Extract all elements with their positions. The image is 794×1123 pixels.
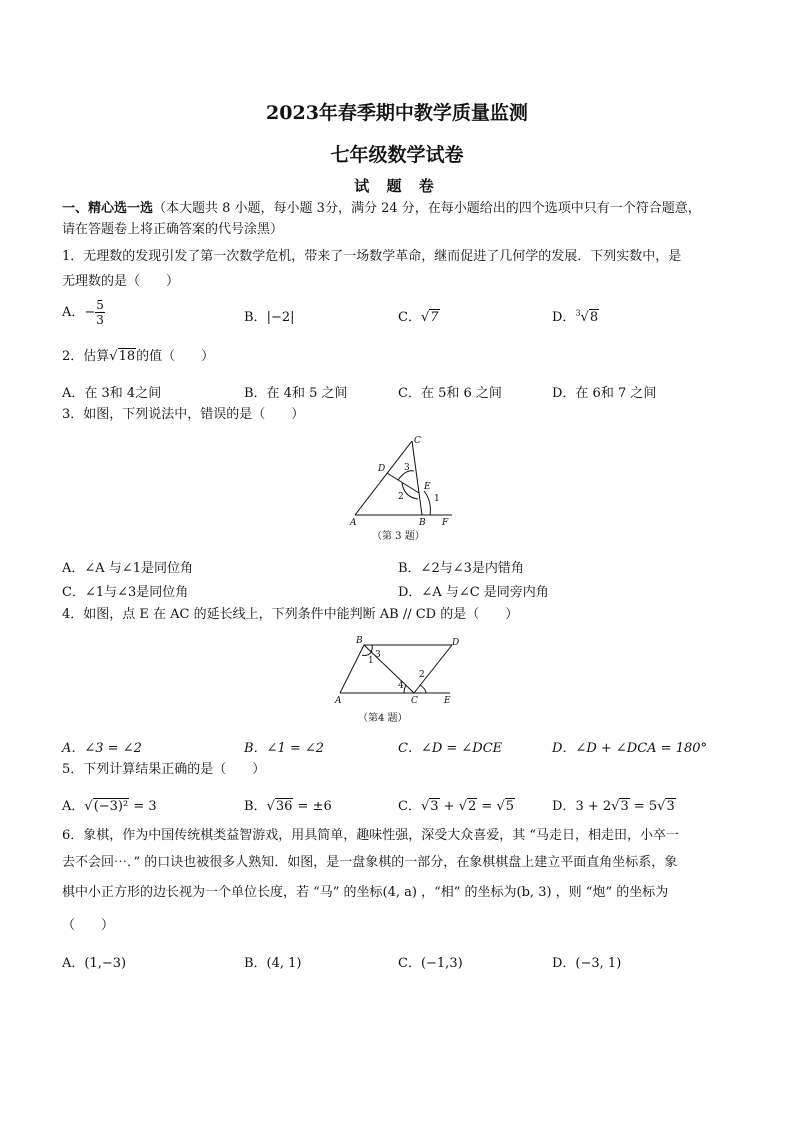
q4-label-c: C <box>411 696 418 706</box>
q1-option-a-sign: − <box>84 305 96 320</box>
q5-option-c-equals: = <box>481 799 493 814</box>
q2-stem-pre: 2．估算 <box>62 349 110 364</box>
q4-line-ab <box>340 645 364 693</box>
q5-option-c-radicand-2: 2 <box>468 799 477 814</box>
q3-label-d: D <box>378 464 386 474</box>
q4-option-c: C．∠D = ∠DCE <box>398 741 503 756</box>
q1-option-b-value: |−2| <box>266 310 295 325</box>
q4-angle4-arc <box>404 685 406 693</box>
q3-line-ac <box>355 441 412 515</box>
q4-caption: （第4 题） <box>358 713 408 724</box>
q2-option-d: D．在 6和 7 之间 <box>552 386 657 401</box>
q1-option-c: C．√7 <box>398 310 439 325</box>
q1-option-d-radicand: 8 <box>589 310 599 325</box>
q3-caption: （第 3 题） <box>372 531 425 542</box>
section1-instructions-a: （本大题共 8 小题，每小题 3分，满分 24 分，在每小题给出的四个选项中只有一个符合题意， <box>153 201 701 216</box>
q4-option-d: D．∠D + ∠DCA = 180° <box>552 741 708 756</box>
q2-option-b: B．在 4和 5 之间 <box>244 386 348 401</box>
paper-label: 试 题 卷 <box>354 177 440 195</box>
q5-option-d-radicand-1: 3 <box>620 799 629 814</box>
q2-stem-radicand: 18 <box>118 349 136 364</box>
q2-option-c: C．在 5和 6 之间 <box>398 386 502 401</box>
q5-option-c-label: C． <box>398 799 421 814</box>
q4-angle-1: 1 <box>368 656 374 666</box>
q6-option-b: B．(4, 1) <box>244 956 302 971</box>
exam-subtitle: 七年级数学试卷 <box>330 144 464 166</box>
q5-option-d-pre: 3 + 2 <box>575 799 612 814</box>
q4-option-a: A．∠3 = ∠2 <box>62 741 142 756</box>
q5-option-a-label: A． <box>62 799 85 814</box>
q5-option-a-result: = 3 <box>133 799 157 814</box>
q1-option-a-fraction <box>95 298 105 327</box>
q1-option-a-numerator: 5 <box>96 298 104 312</box>
q3-option-d: D．∠A 与∠C 是同旁内角 <box>398 585 549 600</box>
q2-stem-post: 的值（ ） <box>136 349 215 364</box>
section1-intro <box>62 200 701 218</box>
q4-label-e: E <box>444 696 451 706</box>
q5-option-a-radicand: (−3)² <box>93 799 129 814</box>
q3-label-c: C <box>414 436 421 446</box>
q4-angle-4: 4 <box>398 681 404 691</box>
q6-option-c: C．(−1,3) <box>398 956 463 971</box>
q3-label-e: E <box>424 482 431 492</box>
q1-stem-line2: 无理数的是（ ） <box>62 274 180 289</box>
q1-option-b <box>244 306 295 325</box>
q3-angle-1: 1 <box>434 494 440 504</box>
q1-option-d-index: 3 <box>575 308 581 318</box>
q3-line-cb <box>412 441 422 515</box>
q6-stem-line1: 6．象棋，作为中国传统棋类益智游戏，用具简单，趣味性强，深受大众喜爱，其 “马走日，相走田，小卒一 <box>62 828 680 843</box>
q3-label-a: A <box>350 518 357 528</box>
q4-option-b: B．∠1 = ∠2 <box>244 741 325 756</box>
q5-option-c-radicand-3: 5 <box>505 799 515 814</box>
q5-option-b: B．√36 = ±6 <box>244 799 332 814</box>
q6-stem-line4: （ ） <box>62 918 115 933</box>
q4-stem: 4．如图，点 E 在 AC 的延长线上，下列条件中能判断 AB // CD 的是（ ） <box>62 607 519 622</box>
q4-line-cd <box>414 645 452 693</box>
q3-label-f: F <box>442 518 449 528</box>
q5-option-b-radicand: 36 <box>275 799 293 814</box>
q5-option-c-radicand-1: 3 <box>430 799 439 814</box>
q1-option-d: D．$^3$√8 <box>552 308 599 325</box>
q1-option-b-label: B． <box>244 310 267 325</box>
section1-heading: 一、精心选一选 <box>62 201 154 216</box>
q3-angle-2: 2 <box>398 492 404 502</box>
q1-option-a-denominator: 3 <box>96 313 104 327</box>
q4-angle-2: 2 <box>419 670 425 680</box>
section1-instructions-b: 请在答题卷上将正确答案的代号涂黑） <box>62 222 284 237</box>
q4-angle2-arc <box>420 685 426 693</box>
q4-label-b: B <box>356 636 363 646</box>
q5-option-b-result: = ±6 <box>297 799 332 814</box>
q4-angle-3: 3 <box>375 650 381 660</box>
q5-option-d-label: D． <box>552 799 576 814</box>
q1-option-c-label: C． <box>398 310 421 325</box>
q3-angle1-arc <box>424 491 430 515</box>
q3-figure <box>340 433 465 543</box>
q3-angle-3: 3 <box>404 463 410 473</box>
exam-title: 2023年春季期中教学质量监测 <box>266 102 528 124</box>
q5-option-a: A．√(−3)² = 3 <box>62 799 157 814</box>
q6-option-a: A．(1,−3) <box>62 956 127 971</box>
q1-option-a-label: A． <box>62 305 85 320</box>
q3-option-c: C．∠1与∠3是同位角 <box>62 585 189 600</box>
q4-figure <box>332 633 462 728</box>
q6-option-d: D．(−3, 1) <box>552 956 622 971</box>
q6-stem-line3: 棋中小正方形的边长视为一个单位长度，若 “马” 的坐标(4, a) ，“相” 的坐标为(b, 3) ，则 “炮” 的坐标为 <box>62 885 669 900</box>
q3-stem: 3．如图，下列说法中，错误的是（ ） <box>62 407 305 422</box>
q5-option-c: C．√3 + √2 = √5 <box>398 799 515 814</box>
q3-label-b: B <box>419 518 426 528</box>
q2-stem: 2．估算√18的值（ ） <box>62 349 215 364</box>
q1-option-a <box>62 298 105 327</box>
q5-option-d: D．3 + 2√3 = 5√3 <box>552 799 675 814</box>
q5-option-d-equals: = 5 <box>633 799 658 814</box>
q3-line-de <box>387 473 419 493</box>
q4-angle3-arc <box>370 645 372 651</box>
q5-stem: 5．下列计算结果正确的是（ ） <box>62 762 266 777</box>
q6-stem-line2: 去不会回⋯．” 的口诀也被很多人熟知．如图，是一盘象棋的一部分，在象棋棋盘上建立平面直角坐标系，象 <box>62 855 678 870</box>
q5-option-b-label: B． <box>244 799 267 814</box>
q1-option-d-label: D． <box>552 310 576 325</box>
q5-option-d-radicand-2: 3 <box>666 799 675 814</box>
q3-option-b: B．∠2与∠3是内错角 <box>398 561 524 576</box>
q1-option-c-radicand: 7 <box>430 310 439 325</box>
q5-option-c-plus: + <box>443 799 455 814</box>
q4-label-a: A <box>335 696 342 706</box>
q4-label-d: D <box>452 638 460 648</box>
q3-option-a: A．∠A 与∠1是同位角 <box>62 561 193 576</box>
q1-stem-line1: 1．无理数的发现引发了第一次数学危机，带来了一场数学革命，继而促进了几何学的发展．下列实数中，是 <box>62 249 682 264</box>
q2-option-a: A．在 3和 4之间 <box>62 386 162 401</box>
